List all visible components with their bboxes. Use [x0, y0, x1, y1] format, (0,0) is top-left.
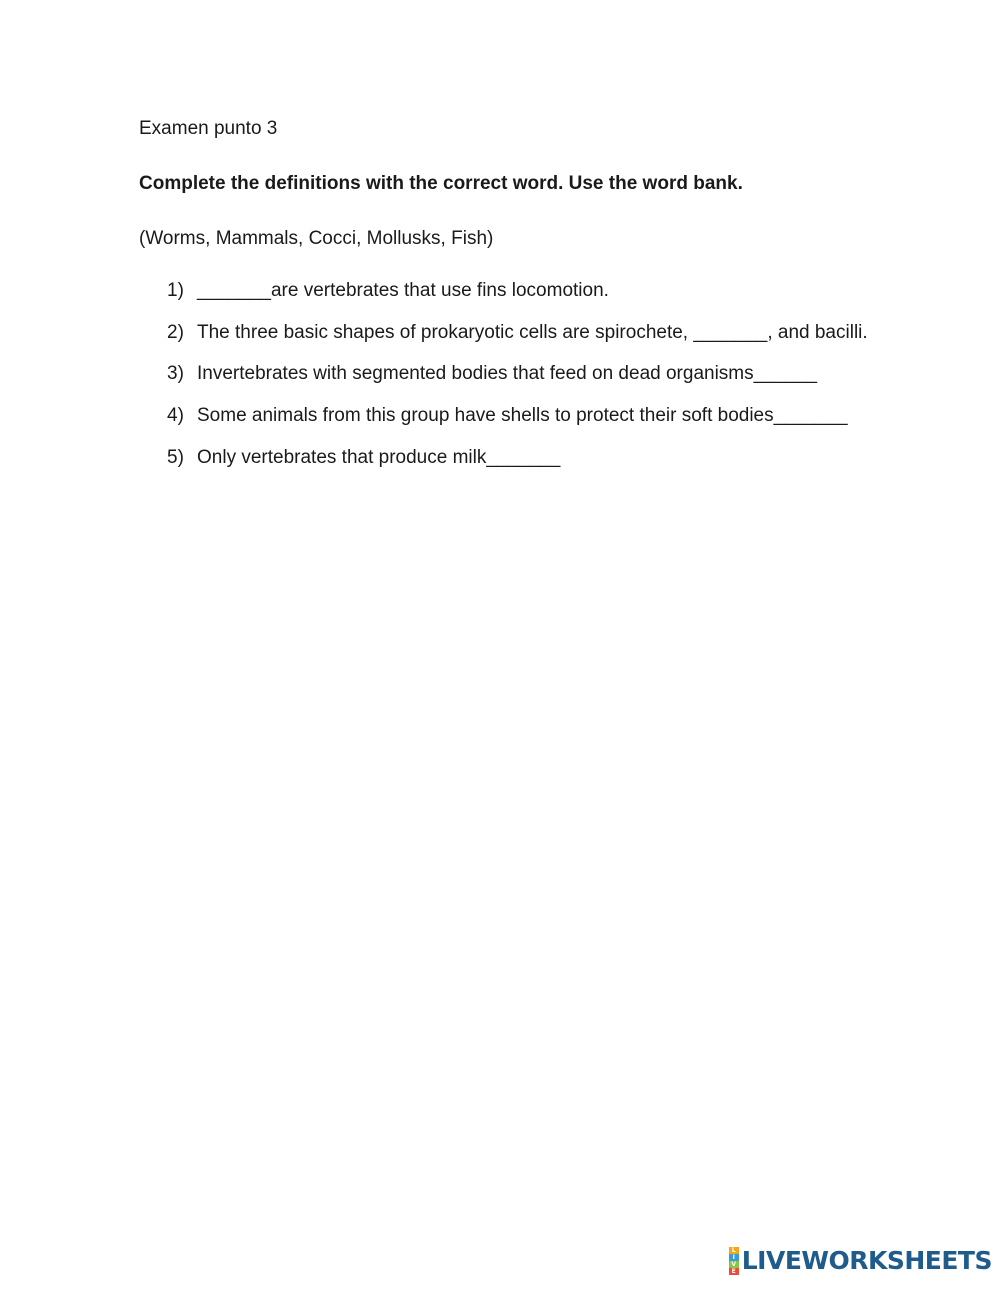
word-bank: (Worms, Mammals, Cocci, Mollusks, Fish)	[139, 228, 494, 249]
question-item	[167, 312, 907, 354]
question-item	[167, 437, 907, 479]
logo-block: V	[729, 1261, 739, 1268]
logo-block: I	[729, 1254, 739, 1261]
question-text: The three basic shapes of prokaryotic cells are spirochete, _______, and bacilli.	[197, 321, 868, 343]
logo-block: L	[729, 1247, 739, 1254]
question-text: _______are vertebrates that use fins locomotion.	[197, 280, 609, 301]
question-number: 4)	[167, 405, 184, 427]
question-text: Only vertebrates that produce milk_______	[197, 446, 561, 468]
question-number: 1)	[167, 280, 184, 301]
logo-text: LIVEWORKSHEETS	[741, 1246, 992, 1275]
question-item	[167, 395, 907, 437]
question-item	[167, 270, 907, 312]
logo-blocks-icon	[729, 1247, 739, 1275]
liveworksheets-logo	[729, 1247, 992, 1275]
logo-block: E	[729, 1268, 739, 1275]
question-item	[167, 353, 907, 395]
question-text: Invertebrates with segmented bodies that feed on dead organisms______	[197, 363, 818, 385]
exam-label: Examen punto 3	[139, 118, 278, 139]
question-number: 2)	[167, 321, 184, 343]
question-number: 3)	[167, 363, 184, 385]
instructions: Complete the definitions with the correct word. Use the word bank.	[139, 173, 743, 194]
question-text: Some animals from this group have shells to protect their soft bodies_______	[197, 405, 848, 427]
question-list	[167, 270, 907, 479]
question-number: 5)	[167, 446, 184, 468]
